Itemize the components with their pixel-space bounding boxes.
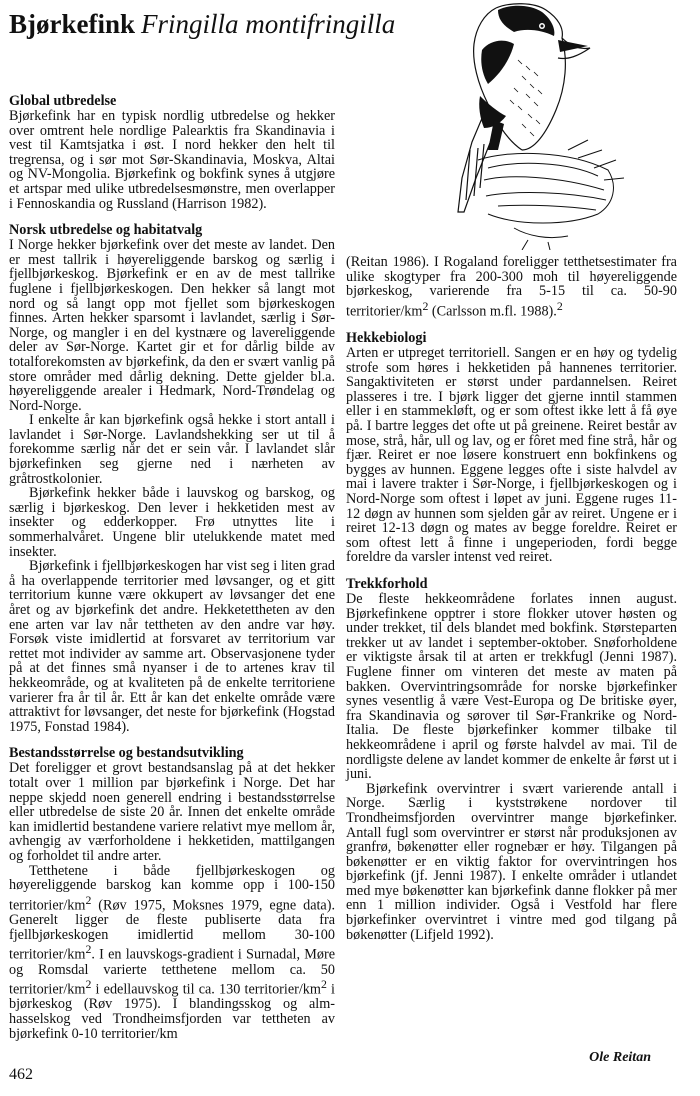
section-hekke	[346, 331, 677, 565]
section-bestand	[9, 746, 335, 1041]
text-run: (Reitan 1986). I Rogaland foreligger tetthetsestimater fra ulike skogtyper fra 200-300 moh til høyereliggende bjørkeskog, varierende fra 5-15 til ca. 50-90 territorier/km	[346, 254, 677, 320]
paragraph: I Norge hekker bjørkefink over det meste av landet. Den er mest tallrik i høyereliggende barskog og særlig i fjellbjørkeskog. Bjørkefink er en av de mest tallrike fuglene i fjellbjørkeskogen. Den hekker så langt mot nord og så langt opp mot fjellet som bjørkeskogen finnes. Arten hekker sparsomt i lavlandet, særlig i Sør-Norge, og mangler i en del kystnære og lavereliggende deler av Sør-Norge. Kartet gir et for dårlig bilde av totalforekomsten av bjørkefink, da den er svært vanlig på store områder med dårlig dekning. Dette gjelder bl.a. høyereliggende arealer i Hedmark, Nord-Trøndelag og Nord-Norge.	[9, 237, 335, 414]
page-title	[9, 8, 395, 40]
left-column	[9, 94, 335, 1041]
paragraph: Bjørkefink i fjellbjørkeskogen har vist seg i liten grad å ha overlappende territorier med løvsanger, og et gitt territorium kunne være okkupert av løvsanger det ene året og av bjørkefink det andre. Hekketettheten av den ene arten var lav når tettheten av den andre var høy. Forsøk viste imidlertid at forsvaret av territorium var rettet mot individer av samme art. Observasjonene tyder på at det finnes små nyanser i de to artenes krav til hekkeområde, og at kvaliteten på de enkelte territoriene varierer fra år til år. Ett år kan det enkelte område være attraktivt for løvsanger, det neste for bjørkefink (Hogstad 1975, Fonstad 1984).	[9, 558, 335, 735]
paragraph: I enkelte år kan bjørkefink også hekke i stort antall i lavlandet i Sør-Norge. Lavlandshekking ser ut til å forekomme særlig når det er sein vår. I lavlandet slår bjørkefinken seg gjerne ned i nærheten av gråtrostkolonier.	[9, 412, 335, 487]
section-heading: Hekkebiologi	[346, 330, 427, 347]
species-name: Bjørkefink	[9, 9, 136, 39]
bird-illustration	[418, 0, 628, 250]
section-heading: Norsk utbredelse og habitatvalg	[9, 222, 203, 239]
text-run: (Carlsson m.fl. 1988).	[428, 303, 557, 320]
superscript: 2	[85, 892, 92, 907]
right-column	[346, 255, 677, 942]
paragraph: Bjørkefink overvintrer i svært varierende antall i Norge. Særlig i kyststrøkene nordover til Trondheimsfjorden overvintrer mange bjørkefinker. Antall fugl som overvintrer er størst når produksjonen av granfrø, bøkenøtter eller rognebær er høy. Tilgangen på bøkenøtter er en viktig faktor for overvintringen hos bjørkefink (jf. Jenni 1987). I enkelte områder i utlandet med mye bøkenøtter kan bjørkefink danne flokker på mer enn 1 million individer. Også i Vestfold har flere bjørkefinker overvintret i vintre med god tilgang på bøkenøtter (Lifjeld 1992).	[346, 780, 677, 943]
section-global	[9, 94, 335, 211]
section-trekk	[346, 577, 677, 942]
section-heading: Global utbredelse	[9, 93, 117, 109]
paragraph: Bjørkefink har en typisk nordlig utbredelse og hekker over omtrent hele nordlige Palearktis fra Skandinavia i vest til Kamtsjatka i øst. I nord hekker den helt til tregrensa, og i sør mot Sør-Skandinavia, Moskva, Altai og NV-Mongolia. Bjørkefink og bokfink synes å utgjøre et artspar med ulike utbredelsesmønstre, men overlapper i Fennoskandia og Russland (Harrison 1982).	[9, 108, 335, 212]
text-run: . I en lauvskogs-gradient i Surnadal, Møre og Romsdal varierte tetthetene mellom ca. 50 territorier/km	[9, 946, 335, 998]
paragraph-continued	[346, 255, 677, 319]
paragraph: Bjørkefink hekker både i lauvskog og barskog, og særlig i bjørkeskog. Den lever i hekketiden mest av insekter og edderkopper. Frø utnyttes lite i sommerhalvåret. Ungene blir utelukkende matet med insekter.	[9, 485, 335, 560]
paragraph	[9, 864, 335, 1042]
paragraph: De fleste hekkeområdene forlates innen august. Bjørkefinkene opptrer i store flokker utover høsten og under trekket, til dels blandet med bokfink. Størsteparten trekker ut av landet i september-oktober. Snøforholdene er viktigste årsak til at arten er trekkfugl (Jenni 1987). Fuglene finner om vinteren det meste av maten på bakken. Overvintringsområde for norske bjørkefinker synes vesentlig å være Vest-Europa og De britiske øyer, fra Skandinavia og sørover til Sør-Frankrike og Nord-Italia. De fleste bjørkefinker kommer tilbake til hekkeområdene i april og første halvdel av mai. Til de nordligste delene av landet kommer de enkelte år først ut i juni.	[346, 591, 677, 783]
superscript: 2	[320, 977, 327, 992]
text-run: (Røv 1975, Moksnes 1979, egne data). Generelt ligger de fleste publiserte data fra fjellbjørkeskogen imidlertid mellom 30-100 territorier/km	[9, 897, 335, 963]
superscript: 2	[85, 942, 92, 957]
superscript: 2	[85, 977, 92, 992]
section-heading: Bestandsstørrelse og bestandsutvikling	[9, 745, 244, 762]
paragraph: Arten er utpreget territoriell. Sangen er en høy og tydelig strofe som høres i hekketiden på hannenes territorier. Sangaktiviteten er størst under pardannelsen. Reiret plasseres i tre. I bjørk ligger det gjerne inntil stammen eller i en stammekløft, og er som oftest ikke lett å få øye på. I bartre legges det ofte ut på greinene. Reiret består av mose, strå, hår, ull og lav, og er fôret med fine strå, hår og fjær. Reiret er noe løsere konstruert enn bokfinkens og bygges av hunnen. Eggene legges ofte i siste halvdel av mai i lavere trakter i Sør-Norge, i fjellbjørkeskogen og i Nord-Norge som oftest i løpet av juni. Eggene ruges 11-12 døgn av hunnen som sjelden går av reiret. Ungene er i reiret 12-13 døgn og mates av begge foreldre. Reiret er som oftest lett å finne i ungeperioden, fordi begge foreldre da varsler intenst ved reiret.	[346, 345, 677, 566]
text-run: i edellauvskog til ca. 130 territorier/km	[91, 981, 321, 998]
text-run: Tetthetene i både fjellbjørkeskogen og høyereliggende barskog kan komme opp i 100-150 territorier/km	[9, 862, 335, 914]
section-norsk	[9, 223, 335, 734]
page-number: 462	[9, 1066, 33, 1083]
text-run: i bjørkeskog (Røv 1975). I blandingsskog og alm-hasselskog ved Trondheimsfjorden var tettheten av bjørkefink 0-10 territorier/km	[9, 981, 335, 1042]
species-latin-name: Fringilla montifringilla	[141, 9, 396, 39]
paragraph: Det foreligger et grovt bestandsanslag på at det hekker totalt over 1 million par bjørkefink i Norge. Det har neppe skjedd noen generell endring i bestandsstørrelse eller utbredelse de siste 20 år. Innen det enkelte område kan imidlertid bestandene variere relativt mye mellom år, avhengig av værforholdene i hekketiden, mattilgangen og forholdet til andre arter.	[9, 760, 335, 864]
superscript: 2	[556, 298, 563, 313]
section-heading: Trekkforhold	[346, 576, 428, 593]
superscript: 2	[422, 298, 429, 313]
author-signature: Ole Reitan	[589, 1050, 651, 1065]
